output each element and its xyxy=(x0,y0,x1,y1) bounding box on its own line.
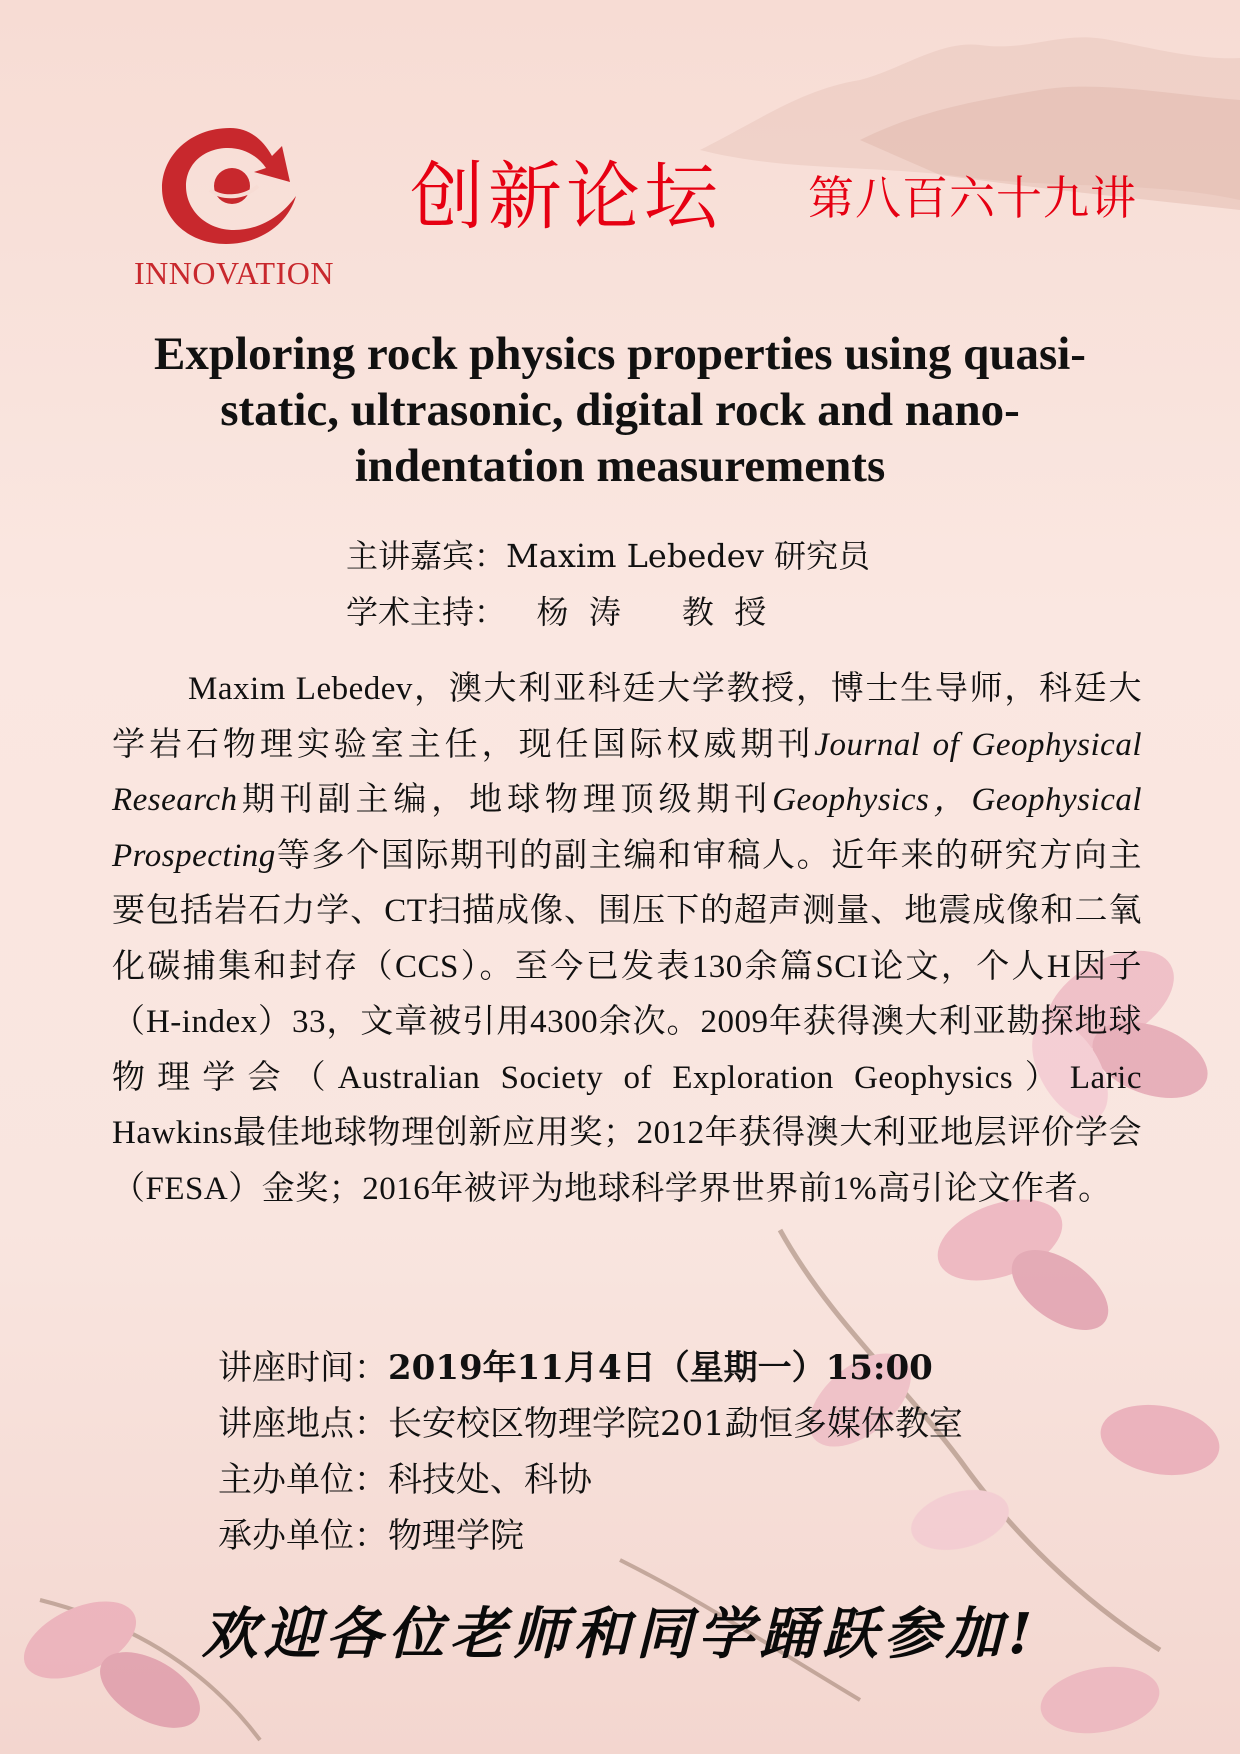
time-row xyxy=(218,1340,963,1396)
bio-text: Maxim Lebedev，澳大利亚科廷大学教授，博士生导师，科廷大学岩石物理实验室主任，现任国际权威期刊 xyxy=(112,671,1142,763)
place-value: 长安校区物理学院201勐恒多媒体教室 xyxy=(388,1404,963,1444)
forum-title: 创新论坛 xyxy=(410,154,722,240)
bio-journal: Geophysics，Geophysical Prospecting xyxy=(112,782,1143,874)
event-info xyxy=(218,1340,963,1564)
organizer-value: 科技处、科协 xyxy=(388,1460,592,1500)
talk-title-line: static, ultrasonic, digital rock and nano- xyxy=(220,384,1020,436)
speaker-block xyxy=(346,528,870,640)
organizer-label: 主办单位： xyxy=(218,1460,388,1500)
speaker-name: Maxim Lebedev 研究员 xyxy=(506,537,870,575)
host-unit-value: 物理学院 xyxy=(388,1516,524,1556)
talk-title xyxy=(70,326,1170,494)
host-label: 学术主持： xyxy=(346,593,507,631)
host-name: 杨 涛 教 授 xyxy=(506,593,767,631)
bio-text: 期刊副主编，地球物理顶级期刊 xyxy=(237,782,773,818)
place-row xyxy=(218,1396,963,1452)
innovation-logo-icon xyxy=(150,120,310,250)
time-value: 2019年11月4日（星期一）15:00 xyxy=(388,1348,933,1388)
speaker-bio xyxy=(112,662,1142,1217)
talk-title-line: indentation measurements xyxy=(354,440,886,492)
organizer-row xyxy=(218,1452,963,1508)
welcome-message: 欢迎各位老师和同学踊跃参加! xyxy=(201,1601,1039,1667)
time-label: 讲座时间： xyxy=(218,1348,388,1388)
speaker-label: 主讲嘉宾： xyxy=(346,537,507,575)
bio-text: 等多个国际期刊的副主编和审稿人。近年来的研究方向主要包括岩石力学、CT扫描成像、围压下的超声测量、地震成像和二氧化碳捕集和封存（CCS）。至今已发表130余篇SCI论文，个人H因子（H-index）33，文章被引用4300余次。2009年获得澳大利亚勘探地球物理学会（Australian Society of Exploration Geophysics）Laric Hawkins最佳地球物理创新应用奖；2012年获得澳大利亚地层评价学会（FESA）金奖；2016年被评为地球科学界世界前1%高引论文作者。 xyxy=(112,837,1142,1207)
host-unit-label: 承办单位： xyxy=(218,1516,388,1556)
host-row xyxy=(346,584,870,640)
place-label: 讲座地点： xyxy=(218,1404,388,1444)
host-unit-row xyxy=(218,1508,963,1564)
talk-title-line: Exploring rock physics properties using quasi- xyxy=(154,328,1086,380)
bio-journal: Journal of Geophysical Research xyxy=(112,726,1143,818)
speaker-row xyxy=(346,528,870,584)
logo-text: INNOVATION xyxy=(134,255,334,291)
lecture-number: 第八百六十九讲 xyxy=(808,171,1137,225)
